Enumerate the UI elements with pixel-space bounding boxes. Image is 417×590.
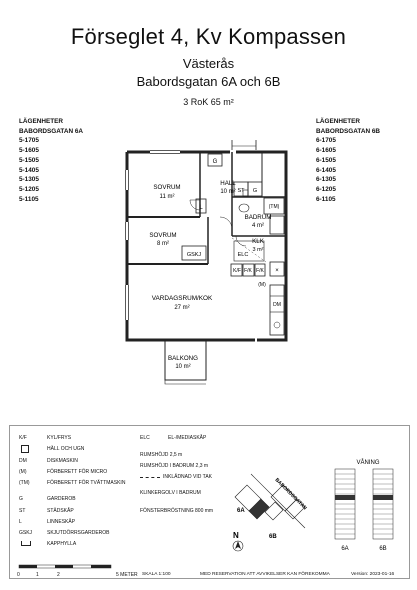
city-name: Västerås xyxy=(182,56,235,71)
fixture-tvattmaskin: (TM) xyxy=(268,204,280,210)
list-item: 6-1705 xyxy=(316,137,336,145)
stove-icon xyxy=(21,445,29,453)
list-item: 5-1405 xyxy=(19,166,39,174)
list-item: 6-1605 xyxy=(316,147,336,155)
legend-desc-m: FÖRBERETT FÖR MICRO xyxy=(47,469,108,475)
legend-rumshojd-badrum: RUMSHÖJD I BADRUM 2,3 m xyxy=(140,463,209,469)
legend-desc-dm: DISKMASKIN xyxy=(47,458,78,464)
legend-desc-gskj: SKJUTDÖRRSGARDEROB xyxy=(47,530,110,536)
list-item: 5-1705 xyxy=(19,137,39,145)
list-item: 6-1405 xyxy=(316,166,336,174)
site-label-6a: 6A xyxy=(237,508,245,514)
disclaimer: MED RESERVATION ATT AVVIKELSER KAN FÖREKOMMA xyxy=(200,572,330,577)
room-area-hall: 10 m² xyxy=(220,189,236,195)
fixture-diskmaskin: DM xyxy=(273,302,281,308)
scale-tick-0: 0 xyxy=(17,572,20,578)
room-area-balkong: 10 m² xyxy=(175,364,191,370)
apartment-list-address: BABORDSGATAN 6A xyxy=(19,127,84,135)
legend-desc-tm: FÖRBERETT FÖR TVÄTTMASKIN xyxy=(47,480,126,486)
scale-tick-1: 1 xyxy=(36,572,39,578)
scale-tick-2: 2 xyxy=(57,572,60,578)
page-title: Förseglet 4, Kv Kompassen xyxy=(70,24,347,49)
list-item: 6-1105 xyxy=(316,195,336,203)
legend-desc-st: STÄDSKÅP xyxy=(47,508,74,514)
legend-desc-l: LINNESKÅP xyxy=(47,519,76,525)
room-area-vardagsrum: 27 m² xyxy=(174,305,190,311)
fixture-kyl-frys: K/F xyxy=(233,268,241,274)
scale-tick-5: 5 METER xyxy=(116,572,138,578)
room-area-sovrum-2: 8 m² xyxy=(157,241,169,247)
apartment-list-heading: LÄGENHETER xyxy=(316,118,361,125)
elevation-title: VÅNING xyxy=(356,460,380,466)
legend-desc-g: GARDEROB xyxy=(47,496,76,502)
legend-klinkergolv: KLINKERGOLV I BADRUM xyxy=(140,490,201,496)
version-text: Version: 2023-01-16 xyxy=(351,572,395,577)
list-item: 5-1105 xyxy=(19,195,39,203)
north-arrow-icon xyxy=(235,541,241,549)
legend-inkladnad: INKLÄDNAD VID TAK xyxy=(163,474,212,480)
legend-code-dm: DM xyxy=(19,458,27,464)
list-item: 5-1505 xyxy=(19,156,39,164)
highlight-floor-6a xyxy=(335,495,355,500)
site-plan xyxy=(225,462,325,557)
legend-code-kf: K/F xyxy=(19,435,27,441)
room-label-vardagsrum: VARDAGSRUM/KOK xyxy=(151,295,213,302)
room-area-sovrum-1: 11 m² xyxy=(159,194,175,200)
list-item: 6-1205 xyxy=(316,185,336,193)
fixture-frys-kyl: F/K xyxy=(244,268,252,274)
fixture-micro: (M) xyxy=(258,282,266,288)
elevation-label-6a: 6A xyxy=(341,546,349,552)
legend-desc-kf: KYL/FRYS xyxy=(47,435,72,441)
legend-code-elc: ELC xyxy=(140,435,150,441)
street-label: BABORDSGATAN xyxy=(273,477,308,512)
fixture-gskj: GSKJ xyxy=(186,252,202,258)
fixture-stadskap: ST xyxy=(237,188,245,194)
room-label-balkong: BALKONG xyxy=(168,355,198,362)
list-item: 5-1305 xyxy=(19,176,39,184)
list-item: 5-1605 xyxy=(19,147,39,155)
dashed-line-icon xyxy=(140,477,160,478)
fixture-frys-kyl-2: F/K xyxy=(256,268,264,274)
site-label-6b: 6B xyxy=(269,534,277,540)
elevation-label-6b: 6B xyxy=(379,546,387,552)
coat-rack-icon xyxy=(21,541,31,546)
fixture-hall-ugn: × xyxy=(275,268,279,274)
room-area-badrum: 4 m² xyxy=(252,223,264,229)
legend-fonster: FÖNSTERBRÖSTNING 800 mm xyxy=(140,508,214,514)
legend-rumshojd: RUMSHÖJD 2,5 m xyxy=(140,452,183,458)
room-label-sovrum-2: SOVRUM xyxy=(149,232,177,239)
legend-code-m: (M) xyxy=(19,469,27,475)
list-item: 5-1205 xyxy=(19,185,39,193)
legend-desc-kapphylla: KAPPHYLLA xyxy=(47,541,77,547)
legend-desc-hall-ugn: HÄLL OCH UGN xyxy=(47,446,85,452)
legend-desc-elc: EL-/MEDIASKÅP xyxy=(168,435,207,441)
room-label-klk: KLK xyxy=(252,238,264,245)
legend-code-tm: (TM) xyxy=(19,480,30,486)
fixture-garderob: G xyxy=(212,159,218,165)
fixture-elc: ELC xyxy=(237,252,249,258)
room-label-hall: HALL xyxy=(220,180,236,187)
list-item: 6-1505 xyxy=(316,156,336,164)
list-item: 6-1305 xyxy=(316,176,336,184)
apartment-size: 3 RoK 65 m² xyxy=(183,97,234,107)
fixture-linneskap: L xyxy=(199,205,203,211)
scale-text: SKALA 1:100 xyxy=(142,572,171,577)
scale-bar xyxy=(15,560,115,580)
room-label-badrum: BADRUM xyxy=(244,214,272,221)
legend-code-st: ST xyxy=(19,508,26,514)
legend-code-gskj: GSKJ xyxy=(19,530,33,536)
apartment-list-heading: LÄGENHETER xyxy=(19,118,64,125)
street-address: Babordsgatan 6A och 6B xyxy=(136,74,281,89)
apartment-list-address: BABORDSGATAN 6B xyxy=(316,127,381,135)
highlight-floor-6b xyxy=(373,495,393,500)
building-elevation xyxy=(325,455,405,555)
room-label-sovrum-1: SOVRUM xyxy=(153,184,181,191)
legend-code-g: G xyxy=(19,496,23,502)
fixture-garderob-hall: G xyxy=(252,188,258,194)
north-label: N xyxy=(233,531,239,540)
room-area-klk: 3 m² xyxy=(252,247,264,253)
legend-code-l: L xyxy=(19,519,22,525)
